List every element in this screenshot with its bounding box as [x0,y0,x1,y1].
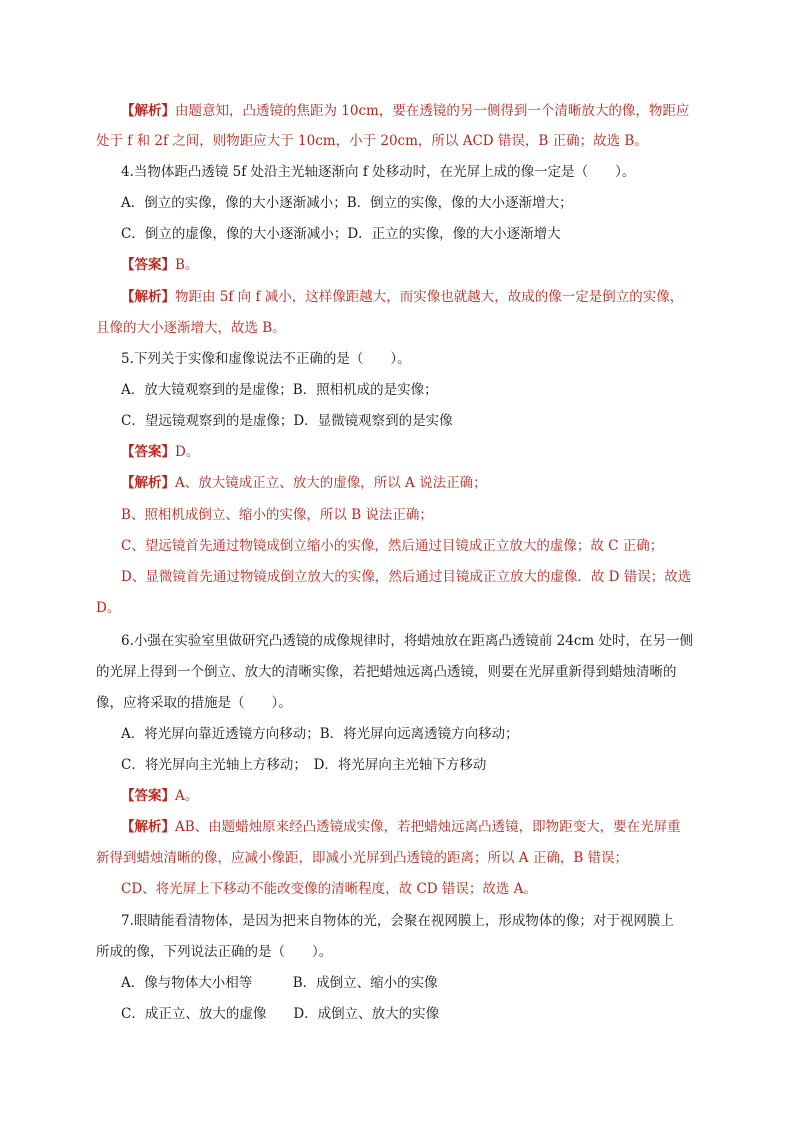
question-text: 5.下列关于实像和虚像说法不正确的是（ ）。 [121,351,411,367]
option-text: C．将光屏向主光轴上方移动； D．将光屏向主光轴下方移动 [121,757,487,773]
answer-line [0,250,794,281]
option-line [0,406,794,437]
answer-text: B。 [175,257,199,273]
analysis-text: AB、由题蜡烛原来经凸透镜成实像，若把蜡烛远离凸透镜，即物距变大，要在光屏重 [175,819,681,835]
question-stem [0,937,794,968]
option-text: A．放大镜观察到的是虚像；B．照相机成的是实像； [121,382,438,398]
analysis-line [0,96,794,127]
option-text: C．倒立的虚像，像的大小逐渐减小；D．正立的实像，像的大小逐渐增大 [121,226,561,242]
analysis-text: 处于 f 和 2f 之间，则物距应大于 10cm，小于 20cm，所以 ACD 错误，B 正确；故选 B。 [96,133,648,149]
analysis-line [0,126,794,157]
question-text: 所成的像，下列说法正确的是（ ）。 [96,944,333,960]
analysis-tag: 【解析】 [121,289,175,305]
question-text: 的光屏上得到一个倒立、放大的清晰实像，若把蜡烛远离凸透镜，则要在光屏重新得到蜡烛清晰的 [96,664,677,680]
question-text: 4.当物体距凸透镜 5f 处沿主光轴逐渐向 f 处移动时，在光屏上成的像一定是（ ）。 [121,164,636,180]
analysis-tag: 【解析】 [121,103,175,119]
option-text: A．像与物体大小相等 B．成倒立、缩小的实像 [121,975,438,991]
analysis-text: 物距由 5f 向 f 减小，这样像距越大，而实像也就越大，故成的像一定是倒立的实像， [175,289,684,305]
analysis-text: A、放大镜成正立、放大的虚像，所以 A 说法正确； [175,475,487,491]
option-text: A．倒立的实像，像的大小逐渐减小；B．倒立的实像，像的大小逐渐增大； [121,195,573,211]
analysis-line [0,468,794,499]
option-line [0,750,794,781]
analysis-text: 新得到蜡烛清晰的像，应减小像距，即减小光屏到凸透镜的距离；所以 A 正确，B 错误； [96,850,629,866]
answer-tag: 【答案】 [121,257,175,273]
option-line [0,375,794,406]
option-line [0,719,794,750]
question-stem [0,657,794,688]
answer-tag: 【答案】 [121,444,175,460]
option-line [0,219,794,250]
answer-line [0,437,794,468]
question-stem [0,906,794,937]
analysis-line [0,531,794,562]
analysis-line [0,500,794,531]
analysis-text: B、照相机成倒立、缩小的实像，所以 B 说法正确； [121,507,433,523]
analysis-line [0,282,794,313]
question-stem [0,344,794,375]
option-line [0,999,794,1030]
option-text: C．成正立、放大的虚像 D．成倒立、放大的实像 [121,1006,440,1022]
analysis-text: 由题意知，凸透镜的焦距为 10cm，要在透镜的另一侧得到一个清晰放大的像，物距应 [175,103,690,119]
question-text: 7.眼睛能看清物体，是因为把来自物体的光，会聚在视网膜上，形成物体的像；对于视网膜上 [121,913,674,929]
option-line [0,968,794,999]
option-line [0,188,794,219]
question-text: 6.小强在实验室里做研究凸透镜的成像规律时，将蜡烛放在距离凸透镜前 24cm 处时，在另一侧 [121,633,694,649]
answer-line [0,781,794,812]
analysis-line [0,843,794,874]
analysis-tag: 【解析】 [121,475,175,491]
analysis-tag: 【解析】 [121,819,175,835]
analysis-line [0,313,794,344]
analysis-line [0,562,794,593]
answer-text: D。 [175,444,200,460]
analysis-text: CD、将光屏上下移动不能改变像的清晰程度，故 CD 错误；故选 A。 [121,881,537,897]
analysis-text: 且像的大小逐渐增大，故选 B。 [96,320,286,336]
question-stem [0,626,794,657]
option-text: C．望远镜观察到的是虚像；D．显微镜观察到的是实像 [121,413,453,429]
analysis-line [0,812,794,843]
answer-tag: 【答案】 [121,788,175,804]
answer-text: A。 [175,788,199,804]
option-text: A．将光屏向靠近透镜方向移动；B．将光屏向远离透镜方向移动； [121,726,519,742]
analysis-text: D。 [96,600,121,616]
question-text: 像，应将采取的措施是（ ）。 [96,695,292,711]
question-stem [0,157,794,188]
question-stem [0,688,794,719]
analysis-line [0,593,794,624]
analysis-line [0,874,794,905]
analysis-text: D、显微镜首先通过物镜成倒立放大的实像，然后通过目镜成正立放大的虚像．故 D 错误；故选 [121,569,692,585]
analysis-text: C、望远镜首先通过物镜成倒立缩小的实像，然后通过目镜成正立放大的虚像；故 C 正确； [121,538,664,554]
